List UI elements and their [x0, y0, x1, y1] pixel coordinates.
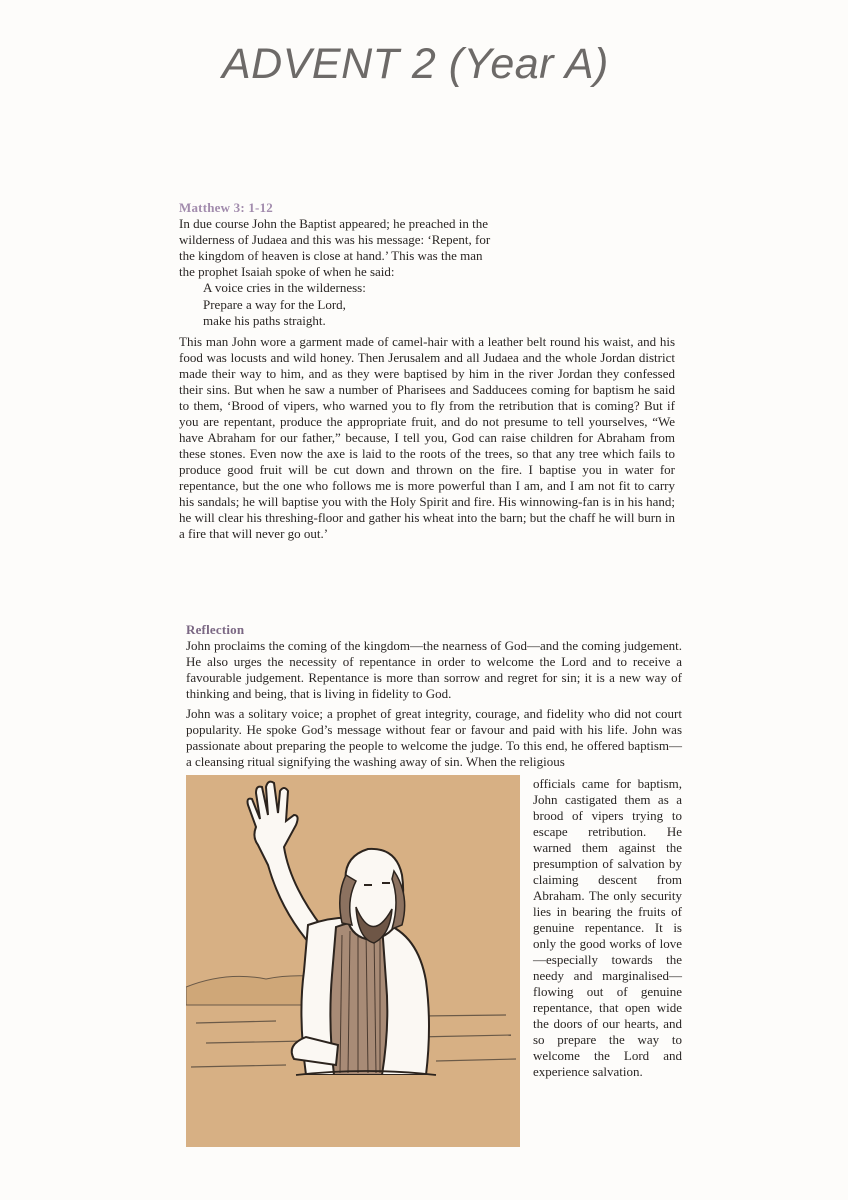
intro-line: wilderness of Judaea and this was his message: ‘Repent, for [179, 232, 491, 247]
reflection-paragraph-1: John proclaims the coming of the kingdom—the nearness of God—and the coming judgement. He also urges the necessity of repentance in order to welcome the Lord and to receive a favourable judgement. Repentance is more than sorrow and regret for sin; it is a new way of thinking and being, that is living in fidelity to God. [186, 638, 682, 701]
reflection-paragraph-2-continued: officials came for baptism, John castigated them as a brood of vipers trying to escape retribution. He warned them against the presumption of salvation by claiming descent from Abraham. The only security lies in bearing the fruits of genuine repentance. It is only the good works of love—especially towards the needy and marginalised—flowing out of genuine repentance, that open wide the doors of our hearts, and so prepare the way to welcome the Lord and experience salvation. [533, 776, 682, 1079]
intro-line: the prophet Isaiah spoke of when he said: [179, 264, 395, 279]
poem-line: A voice cries in the wilderness: [203, 280, 366, 295]
poem-line: Prepare a way for the Lord, [203, 296, 346, 312]
reading-heading: Matthew 3: 1-12 [179, 200, 273, 215]
intro-line: the kingdom of heaven is close at hand.’ This was the man [179, 248, 483, 263]
water-body [186, 1075, 520, 1147]
poem-line: make his paths straight. [203, 313, 326, 328]
reading-intro [179, 216, 514, 280]
page-title: ADVENT 2 (Year A) [222, 40, 609, 88]
reflection-heading: Reflection [186, 622, 245, 637]
reading-body: This man John wore a garment made of camel-hair with a leather belt round his waist, and his food was locusts and wild honey. Then Jerusalem and all Judaea and the whole Jordan district made their way to him, and as they were baptised by him in the river Jordan they confessed their sins. But when he saw a number of Pharisees and Sadducees coming for baptism he said to them, ‘Brood of vipers, who warned you to fly from the retribution that is coming? But if you are repentant, produce the appropriate fruit, and do not presume to tell yourselves, “We have Abraham for our father,” because, I tell you, God can raise children for Abraham from these stones. Even now the axe is laid to the roots of the trees, so that any tree which fails to produce good fruit will be cut down and thrown on the fire. I baptise you in water for repentance, but the one who follows me is more powerful than I am, and I am not fit to carry his sandals; he will baptise you with the Holy Spirit and fire. His winnowing-fan is in his hand; he will clear his threshing-floor and gather his wheat into the barn; but the chaff he will burn in a fire that will never go out.’ [179, 333, 675, 541]
john-the-baptist-illustration [186, 775, 520, 1147]
gospel-reading [179, 200, 679, 542]
camel-hair-garment [330, 921, 387, 1075]
reflection-paragraph-2: John was a solitary voice; a prophet of great integrity, courage, and fidelity who did not court popularity. He spoke God’s message without fear or favour and paid with his life. John was passionate about preparing the people to welcome the judge. To this end, he offered baptism—a cleansing ritual signifying the washing away of sin. When the religious [186, 706, 682, 769]
illustration-drawing [186, 775, 520, 1147]
intro-line: In due course John the Baptist appeared; he preached in the [179, 216, 488, 231]
reflection-section [186, 622, 682, 770]
isaiah-quote [203, 280, 679, 330]
